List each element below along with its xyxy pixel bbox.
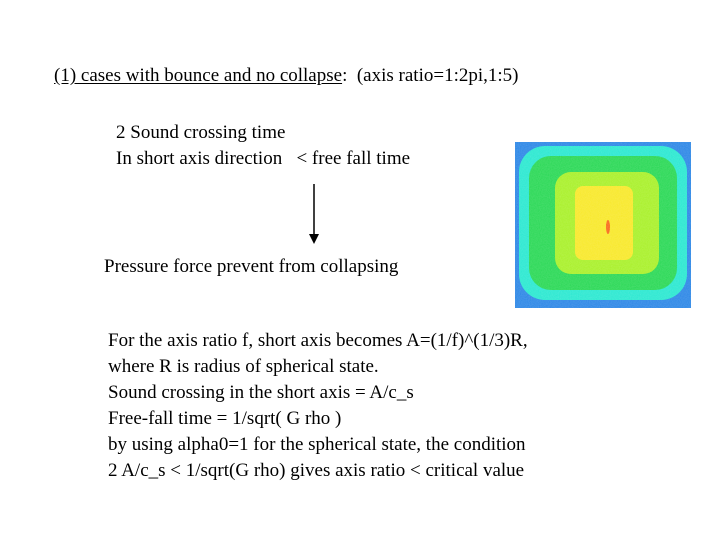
explanation-text: [108, 328, 528, 484]
title-axis-ratio: (axis ratio=1:2pi,1:5): [347, 65, 519, 86]
explanation-line-1: For the axis ratio f, short axis becomes A=(1/f)^(1/3)R,: [108, 330, 528, 351]
noise-overlay: [515, 142, 691, 308]
sound-crossing-text: [116, 120, 410, 172]
explanation-line-2: where R is radius of spherical state.: [108, 356, 379, 377]
simulation-density-image: [515, 142, 691, 308]
pressure-line: Pressure force prevent from collapsing: [104, 256, 399, 277]
down-arrow-icon: [307, 184, 321, 244]
sound-crossing-line-2: In short axis direction < free fall time: [116, 148, 411, 169]
pressure-text: [104, 254, 398, 280]
explanation-line-5: by using alpha0=1 for the spherical state, the condition: [108, 434, 526, 455]
title-colon: :: [342, 65, 348, 86]
explanation-line-3: Sound crossing in the short axis = A/c_s: [108, 382, 414, 403]
title-underlined: (1) cases with bounce and no collapse: [54, 65, 343, 86]
explanation-line-6: 2 A/c_s < 1/sqrt(G rho) gives axis ratio < critical value: [108, 460, 525, 481]
explanation-line-4: Free-fall time = 1/sqrt( G rho ): [108, 408, 342, 429]
sound-crossing-line-1: 2 Sound crossing time: [116, 122, 286, 143]
slide-title: [54, 64, 519, 88]
